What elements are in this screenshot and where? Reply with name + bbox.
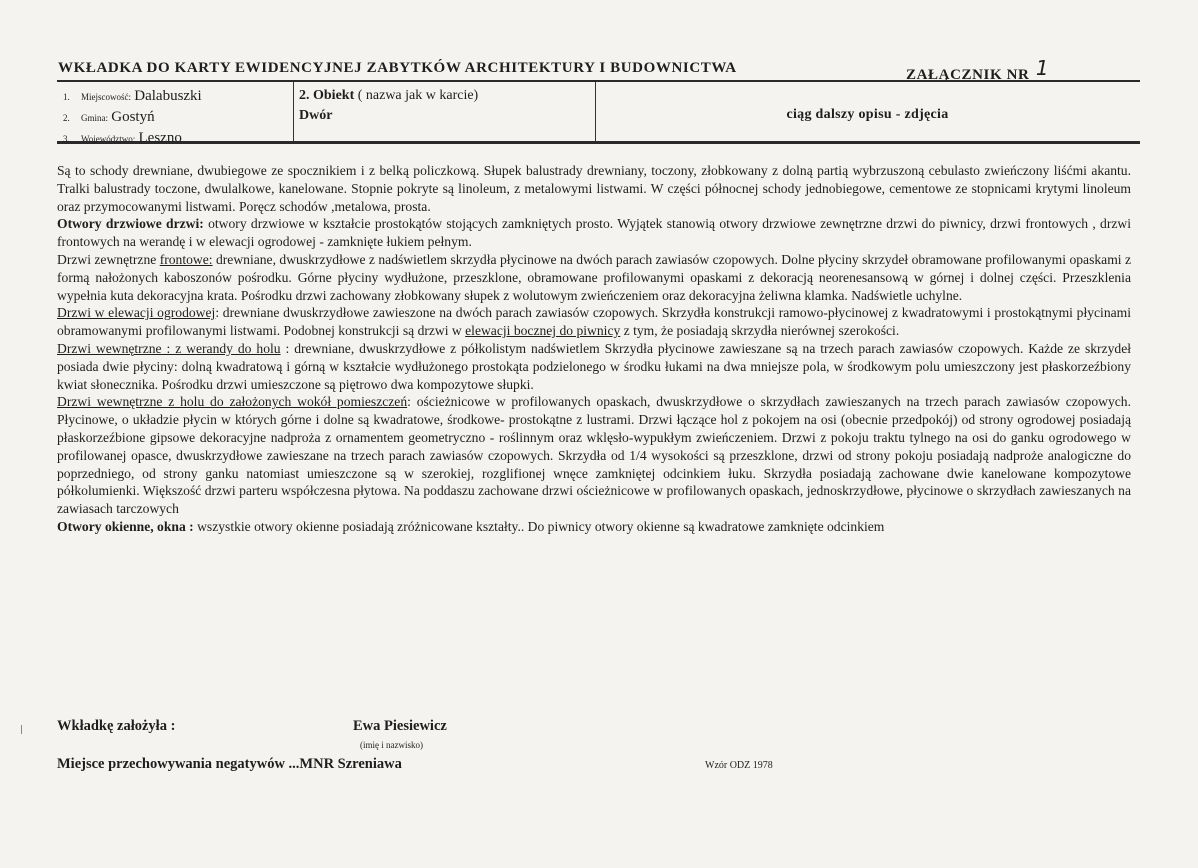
veranda-door-text: : drewniane, dwuskrzydłowe z półkolistym nadświetlem Skrzydła płycinowe zawieszane są na trzech parach zawiasów czopowych. Każde ze skrzydeł posiada dwie płyciny: dolną kwadratową i górną w kształcie wydłużonego prostokąta podzielonego w środku łukami na dwa mniejsze pola, w środkowym polu umieszczony jest płaskorzeźbiony kwiat słonecznika. Pośrodku drzwi umieszczone są piętrowo dwa kompozytowe słupki. [57,340,1131,392]
front-door-heading: frontowe: [159,251,213,267]
commune-row [63,107,288,128]
voivodeship-value: Leszno [138,130,182,146]
windows-text: wszystkie otwory okienne posiadają zróżnicowane kształty.. Do piwnicy otwory okienne są kwadratowe zamknięte odcinkiem [193,518,885,534]
door-openings-text: otwory drzwiowe w kształcie prostokątów stojących zamkniętych prosto. Wyjątek stanowią otwory drzwiowe zewnętrzne drzwi do piwnicy, drzwi frontowych , drzwi frontowych na werandę i w elewacji ogrodowej - zamknięte łukiem pełnym. [57,216,1131,250]
windows-heading: Otwory okienne, okna : [57,518,194,534]
author-name: Ewa Piesiewicz [353,718,447,734]
object-block [299,86,478,126]
object-hint: ( nazwa jak w karcie) [357,88,479,103]
location-row [63,86,288,107]
door-openings-paragraph [57,215,1131,251]
location-value: Dalabuszki [134,88,202,104]
garden-door-heading: Drzwi w elewacji ogrodowej [57,305,216,321]
location-row-label: Miejscowość: [81,92,131,102]
object-label: 2. Obiekt [299,88,355,103]
door-openings-heading: Otwory drzwiowe drzwi: [57,216,204,232]
card-title: WKŁADKA DO KARTY EWIDENCYJNEJ ZABYTKÓW ARCHITEKTURY I BUDOWNICTWA [58,60,737,76]
front-door-lead: Drzwi zewnętrzne [57,251,160,267]
made-by-label: Wkładkę założyła : [57,718,176,734]
veranda-door-heading: Drzwi wewnętrzne : z werandy do holu [57,340,281,356]
author-caption: (imię i nazwisko) [360,740,423,750]
voivodeship-row [63,128,288,149]
annex-number: 1 [1035,56,1050,80]
continuation-label: ciąg dalszy opisu - zdjęcia [786,107,949,122]
header-table [57,80,1140,144]
header-divider-1 [293,82,294,141]
front-door-text: drewniane, dwuskrzydłowe z nadświetlem skrzydła płycinowe na dwóch parach zawiasów czopowych. Dolne płyciny skrzydeł obramowane profilowanymi opaskami z formą nałożonych kaboszonów pośrodku. Górne płyciny wydłużone, przeszklone, obramowane profilowanymi opaskami z dekoracją neorenesansową w górnej i dolnej części. Przeszklenia wypełnia kuta dekoracyjna krata. Pośrodku drzwi zachowany złobkowany słupek z wolutowym zwieńczeniem oraz dekoracyjna żeliwna klamka. Nadświetle uchylne. [57,251,1131,303]
voivodeship-row-label: Województwo: [81,134,136,144]
description-body [57,162,1131,536]
margin-mark [21,725,22,734]
windows-paragraph [57,518,1131,536]
stairs-paragraph: Są to schody drewniane, dwubiegowe ze spocznikiem i z belką policzkową. Słupek balustrady drewniany, toczony, złobkowany z dolną partią wybrzuszoną cebulasto zwieńczony liśćmi akantu. Tralki balustrady toczone, dwulalkowe, kanelowane. Stopnie pokryte są linoleum, z metalowymi listwami. W części północnej schody jednobiegowe, cementowe ze stopnicami krytymi linoleum oraz przymocowanymi listwami. Poręcz schodów ,metalowa, prosta. [57,163,1131,214]
voivodeship-row-num: 3. [63,134,70,144]
commune-row-label: Gmina: [81,113,108,123]
location-row-num: 1. [63,92,70,102]
object-value: Dwór [299,108,333,123]
garden-door-text: : drewniane dwuskrzydłowe zawieszone na dwóch parach zawiasów czopowych. Skrzydła konstrukcji ramowo-płycinowej z kwadratowymi i prostokątnymi płycinami obramowanymi profilowanymi listwami. Podobnej konstrukcji są drzwi w [57,305,1132,339]
commune-row-num: 2. [63,113,70,123]
commune-value: Gostyń [111,109,155,125]
annex-label: ZAŁĄCZNIK NR [906,67,1030,83]
location-block [63,86,288,149]
object-label-line [299,86,478,106]
negatives-storage: Miejsce przechowywania negatywów ...MNR Szreniawa [57,756,402,772]
template-code: Wzór ODZ 1978 [705,760,773,771]
side-door-reference: elewacji bocznej do piwnicy [465,323,621,339]
front-door-paragraph [57,251,1131,304]
garden-door-text-end: z tym, że posiadają skrzydła nierównej szerokości. [620,323,900,339]
hall-doors-text: : ościeżnicowe w profilowanych opaskach, dwuskrzydłowe o skrzydłach zawieszanych na trzech parach zawiasów czopowych. Płycinowe, o układzie płycin w których górne i dolne są kwadratowe, środkowe- prostokątne z lustrami. Drzwi łączące hol z pokojem na osi (obecnie przedpokój) od strony ogrodowej posiadają płaskorzeźbione gipsowe dekoracyjne nadproża z ornamentem geometryczno - roślinnym oraz wklęsło-wypukłym zwieńczeniem. Drzwi z pokoju traktu tylnego na osi do ganku ogrodowego w profilowanej opasce, dwuskrzydłowe zawieszane na trzech parach zawiasów czopowych. Skrzydła od 1/4 wysokości są przeszklone, drzwi od strony pokoju posiadają nadproże analogiczne do poprzedniego, od strony ganku natomiast umieszczone są w szerokiej, rozglifionej wnęce zamkniętej odcinkiem łuku. Skrzydła posiadają zachowane dwie kanelowane kompozytowe półkolumienki. Większość drzwi parteru współczesna płytowa. Na poddaszu zachowane drzwi ościeżnicowe w profilowanych opaskach, jednoskrzydłowe, płycinowe o skrzydłach zawieszanych na zawiasach tarczowych [57,394,1131,517]
veranda-door-paragraph [57,340,1131,393]
garden-door-paragraph [57,304,1131,340]
hall-doors-paragraph [57,393,1131,518]
hall-doors-heading: Drzwi wewnętrzne z holu do założonych wokół pomieszczeń [57,394,408,410]
